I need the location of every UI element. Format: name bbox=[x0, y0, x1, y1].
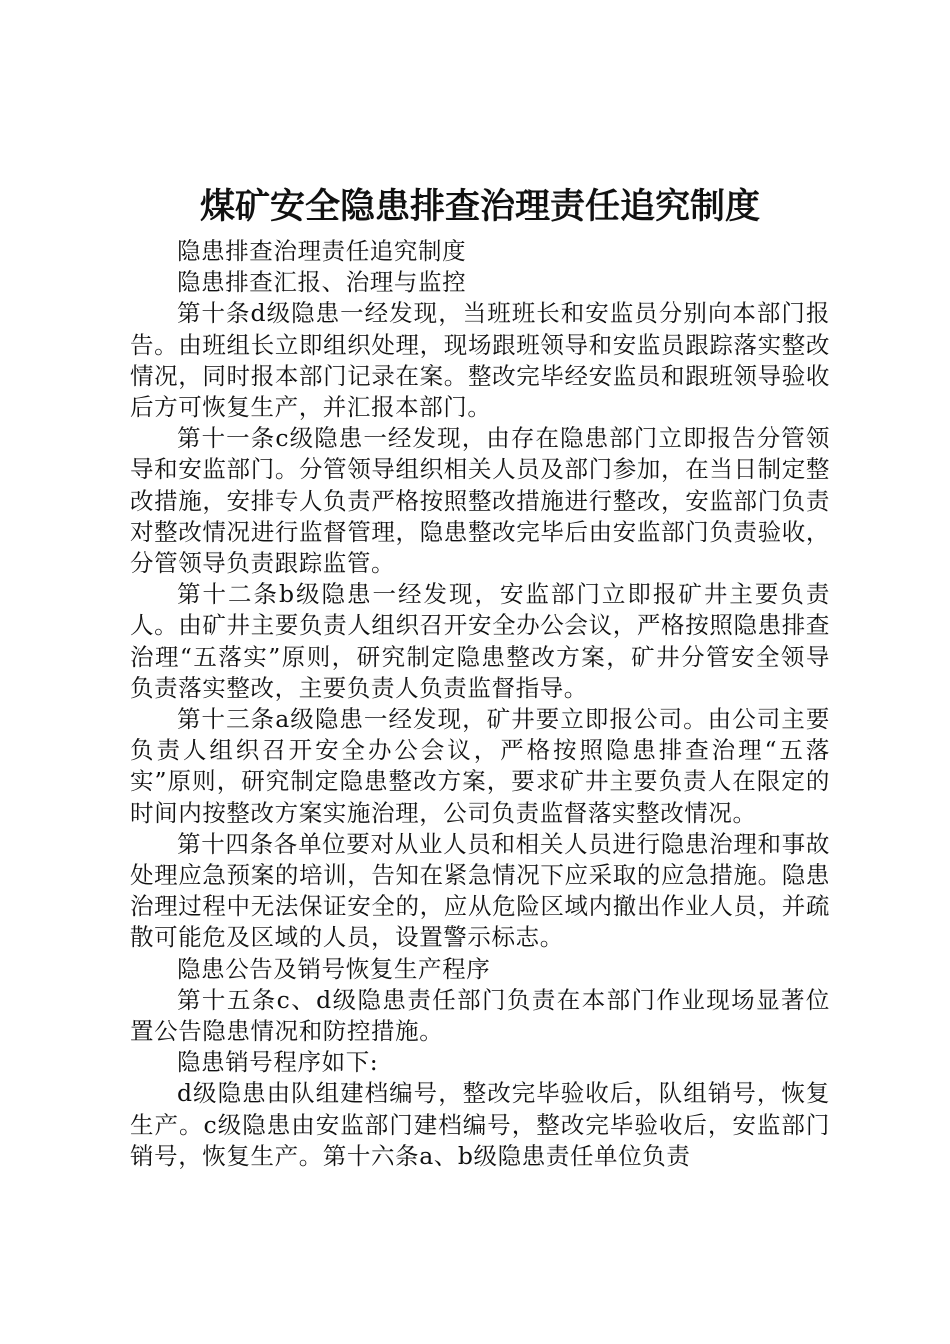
paragraph-article-13: 第十三条a级隐患一经发现，矿井要立即报公司。由公司主要负责人组织召开安全办公会议，严格按照隐患排查治理“五落实”原则，研究制定隐患整改方案，要求矿井主要负责人在限定的时间内按整改方案实施治理，公司负责监督落实整改情况。 bbox=[130, 705, 830, 827]
document-body bbox=[130, 236, 830, 1172]
paragraph-section-heading-announce: 隐患公告及销号恢复生产程序 bbox=[177, 954, 491, 983]
paragraph-article-14: 第十四条各单位要对从业人员和相关人员进行隐患治理和事故处理应急预案的培训，告知在紧急情况下应采取的应急措施。隐患治理过程中无法保证安全的，应从危险区域内撤出作业人员，并疏散可能危及区域的人员，设置警示标志。 bbox=[130, 829, 830, 952]
paragraph-cancel-details: d级隐患由队组建档编号，整改完毕验收后，队组销号，恢复生产。c级隐患由安监部门建档编号，整改完毕验收后，安监部门销号，恢复生产。第十六条a、b级隐患责任单位负责 bbox=[130, 1079, 830, 1170]
paragraph-cancel-procedure: 隐患销号程序如下: bbox=[177, 1048, 379, 1077]
paragraph-article-15: 第十五条c、d级隐患责任部门负责在本部门作业现场显著位置公告隐患情况和防控措施。 bbox=[130, 985, 830, 1046]
document-title: 煤矿安全隐患排查治理责任追究制度 bbox=[199, 186, 760, 227]
paragraph-article-10: 第十条d级隐患一经发现，当班班长和安监员分别向本部门报告。由班组长立即组织处理，现场跟班领导和安监员跟踪落实整改情况，同时报本部门记录在案。整改完毕经安监员和跟班领导验收后方可恢复生产，并汇报本部门。 bbox=[130, 299, 830, 422]
paragraph-section-heading-report: 隐患排查汇报、治理与监控 bbox=[177, 268, 467, 297]
paragraph-article-11: 第十一条c级隐患一经发现，由存在隐患部门立即报告分管领导和安监部门。分管领导组织相关人员及部门参加，在当日制定整改措施，安排专人负责严格按照整改措施进行整改，安监部门负责对整改情况进行监督管理，隐患整改完毕后由安监部门负责验收，分管领导负责跟踪监管。 bbox=[130, 424, 830, 578]
paragraph-article-12: 第十二条b级隐患一经发现，安监部门立即报矿井主要负责人。由矿井主要负责人组织召开安全办公会议，严格按照隐患排查治理“五落实”原则，研究制定隐患整改方案，矿井分管安全领导负责落实整改，主要负责人负责监督指导。 bbox=[130, 580, 830, 702]
paragraph-subtitle: 隐患排查治理责任追究制度 bbox=[177, 237, 467, 265]
